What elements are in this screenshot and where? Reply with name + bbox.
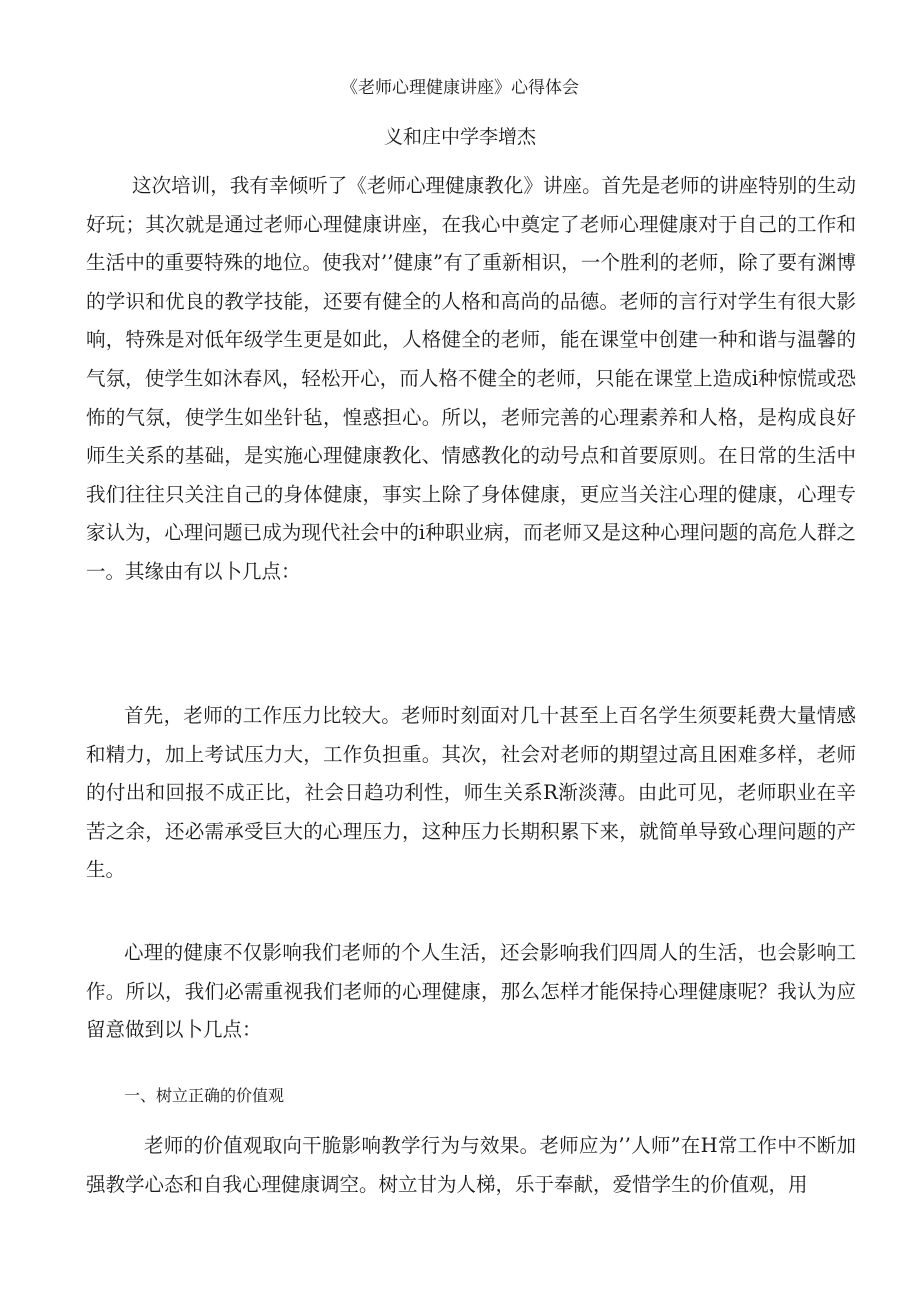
section-heading: 一、树立正确的价值观 — [124, 1086, 285, 1105]
document-author: 义和庄中学李增杰 — [383, 126, 536, 148]
paragraph-4: 老师的价值观取向干脆影响教学行为与效果。老师应为’’人师”在H常工作中不断加强教学心态和自我心理健康调空。树立甘为人梯，乐于奉献，爱惜学生的价值观，用 — [86, 1134, 856, 1196]
paragraph-2: 首先，老师的工作压力比较大。老师时刻面对几十甚至上百名学生须要耗费大量情感和精力，加上考试压力大，工作负担重。其次，社会对老师的期望过高且困难多样，老师的付出和回报不成正比，社会日趋功利性，师生关系R渐淡薄。由此可见，老师职业在辛苦之余，还必需承受巨大的心理压力，这种压力长期积累下来，就简单导致心理问题的产生。 — [86, 704, 856, 882]
document-title: 《老师心理健康讲座》心得体会 — [341, 78, 579, 98]
paragraph-1: 这次培训，我有幸倾听了《老师心理健康教化》讲座。首先是老师的讲座特别的生动好玩；其次就是通过老师心理健康讲座，在我心中奠定了老师心理健康对于自己的工作和生活中的重要特殊的地位。使我对’’健康”有了重新相识，一个胜利的老师，除了要有渊博的学识和优良的教学技能，还要有健全的人格和高尚的品德。老师的言行对学生有很大影响，特殊是对低年级学生更是如此，人格健全的老师，能在课堂中创建一种和谐与温馨的气氛，使学生如沐春风，轻松开心，而人格不健全的老师，只能在课堂上造成i种惊慌或恐怖的气氛，使学生如坐针毡，惶惑担心。所以，老师完善的心理素养和人格，是构成良好师生关系的基础，是实施心理健康教化、情感教化的动号点和首要原则。在日常的生活中我们往往只关注自己的身体健康，事实上除了身体健康，更应当关注心理的健康，心理专家认为，心理问题已成为现代社会中的i种职业病，而老师又是这种心理问题的高危人群之一。其缘由有以卜几点： — [86, 174, 856, 583]
paragraph-3: 心理的健康不仅影响我们老师的个人生活，还会影响我们四周人的生活，也会影响工作。所以，我们必需重视我们老师的心理健康，那么怎样才能保持心理健康呢？我认为应留意做到以卜几点： — [86, 941, 856, 1042]
